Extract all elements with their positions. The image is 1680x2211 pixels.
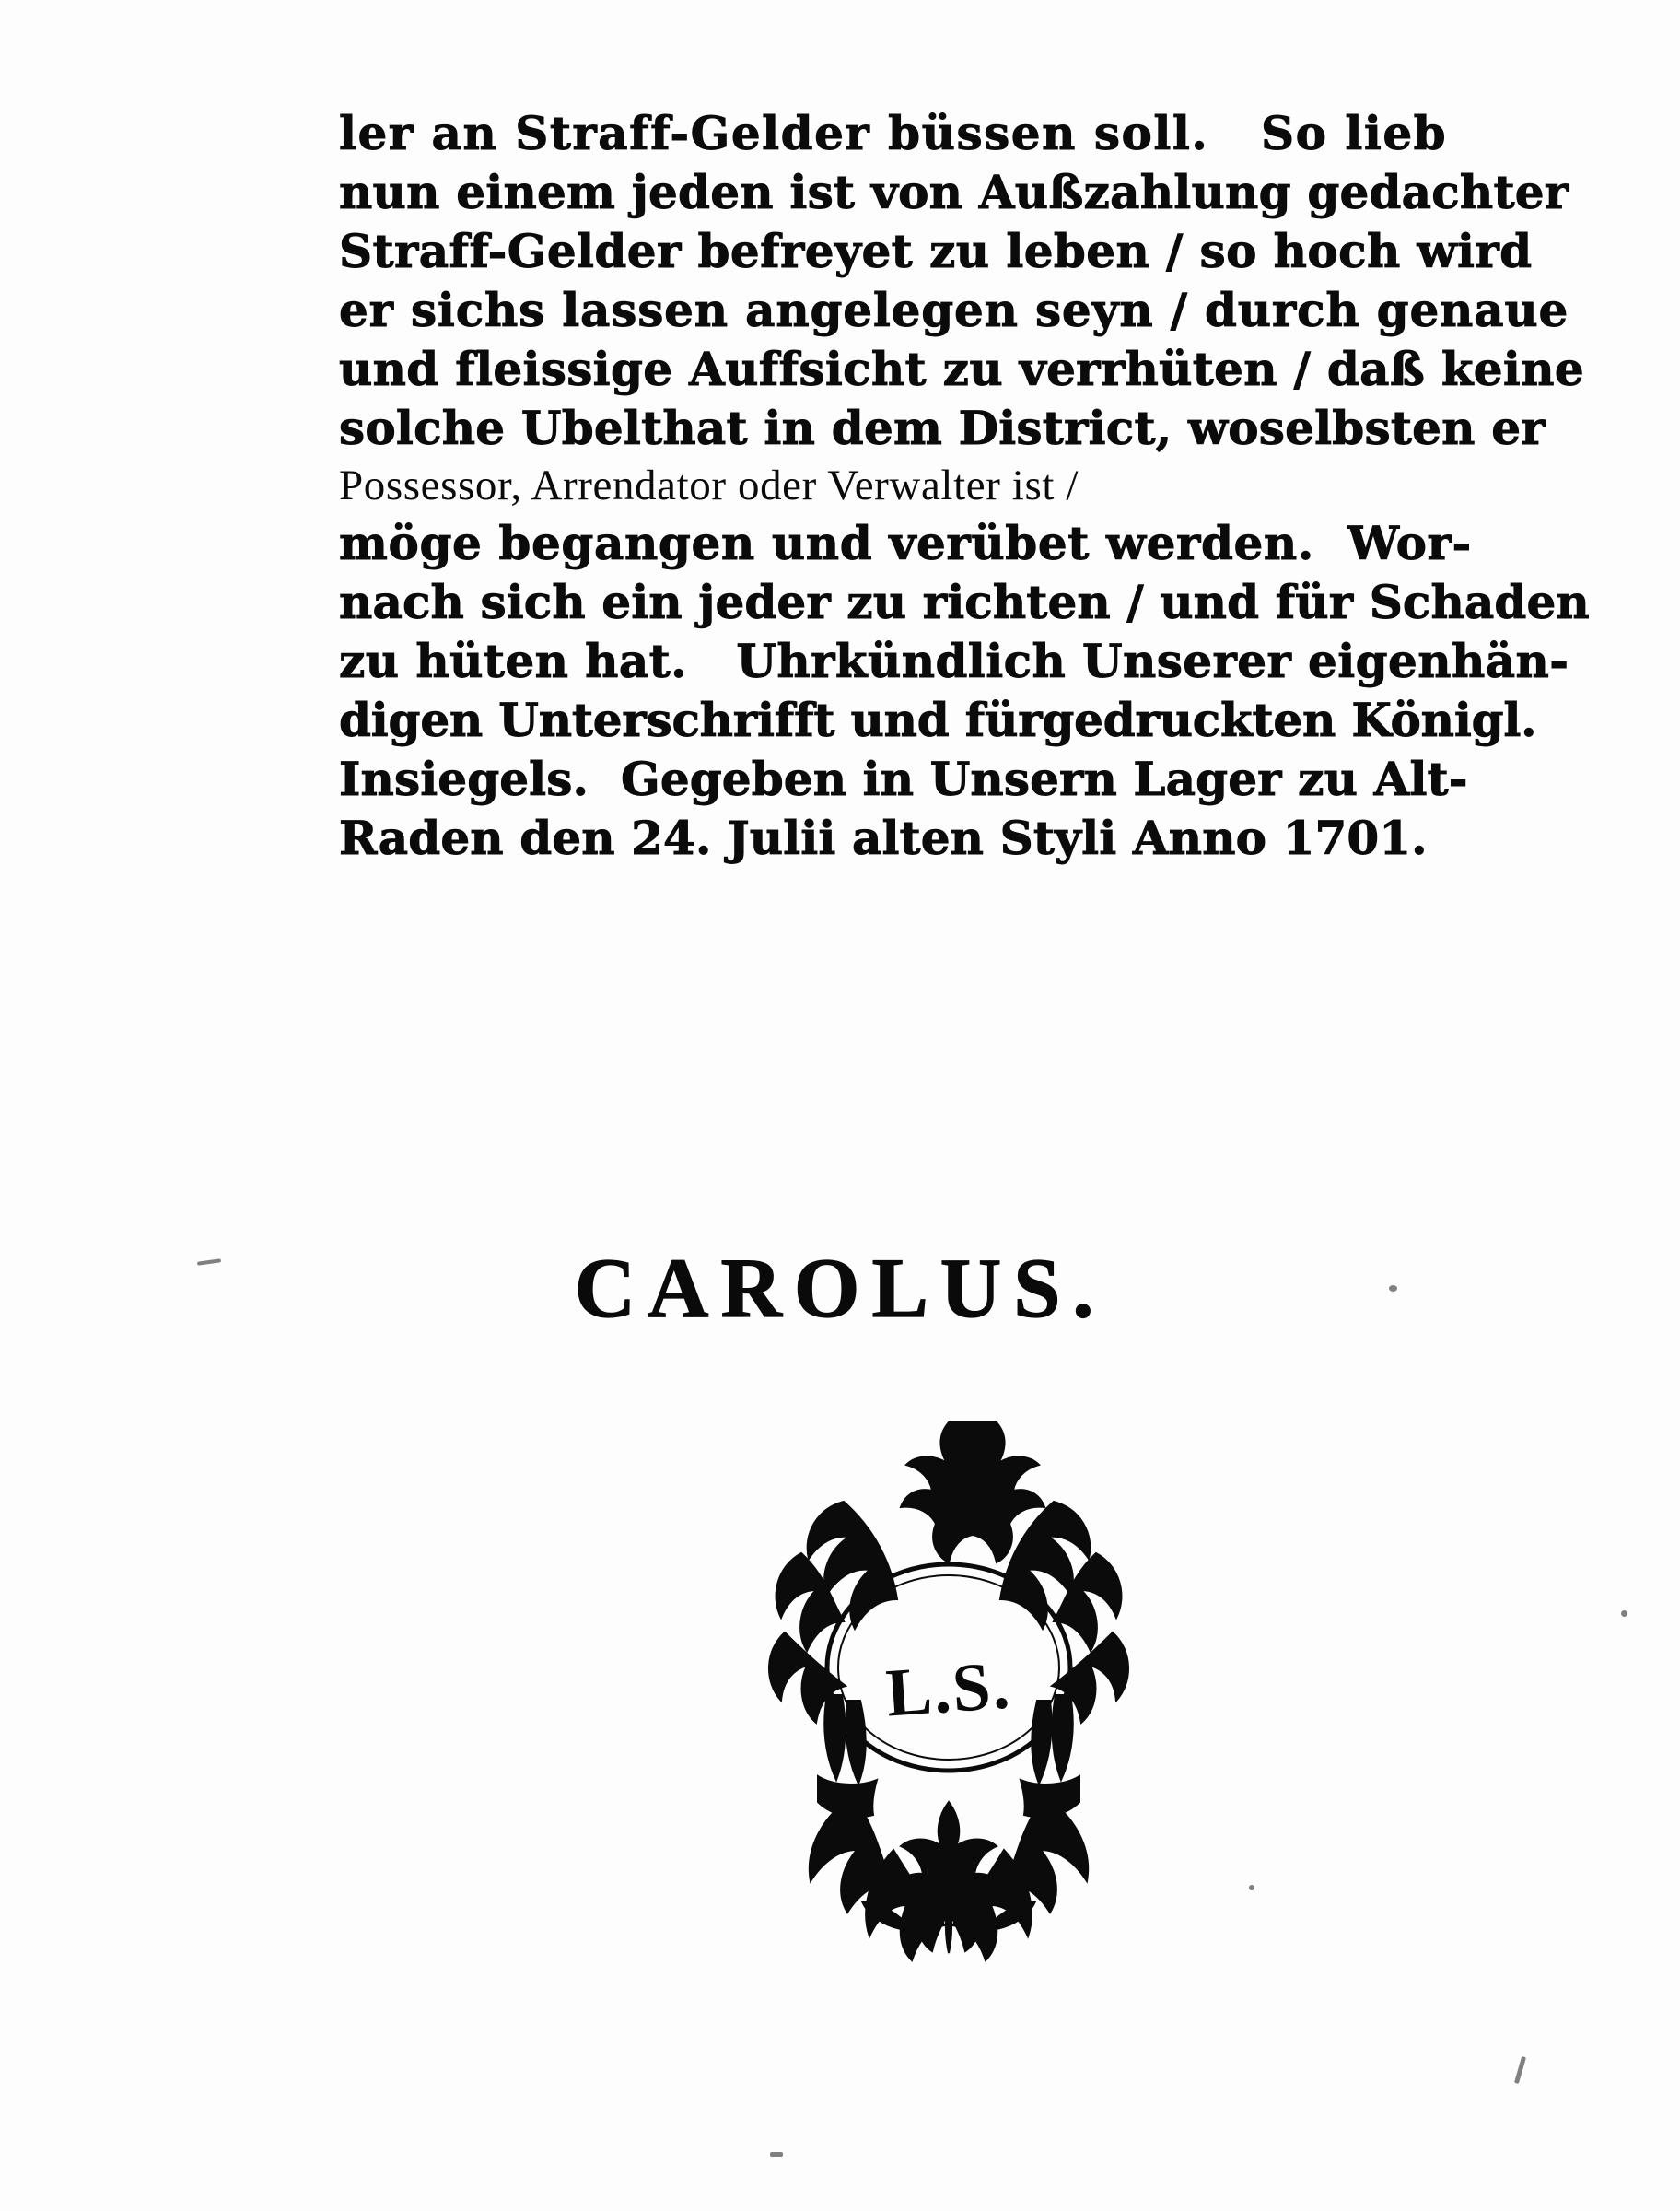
- scan-artifact: [1249, 1885, 1254, 1890]
- body-line: nun einem jeden ist von Außzahlung gedachter: [339, 165, 1569, 219]
- scan-artifact: [1389, 1285, 1397, 1292]
- seal-label: L.S.: [883, 1647, 1014, 1732]
- body-line: ler an Straff-Gelder büssen soll. So lieb: [339, 106, 1448, 160]
- royal-seal-ornament: [663, 1391, 1234, 1962]
- body-line: und fleissige Auffsicht zu verrhüten / daß keine: [339, 342, 1584, 396]
- body-line: Raden den 24. Julii alten Styli Anno 1701.: [339, 811, 1428, 865]
- signature-carolus: CAROLUS.: [574, 1241, 1106, 1335]
- scan-artifact: [770, 2152, 783, 2157]
- body-line: möge begangen und verübet werden. Wor-: [339, 516, 1472, 570]
- body-line: Insiegels. Gegeben in Unsern Lager zu Alt-: [339, 752, 1468, 806]
- body-line: Possessor, Arrendator oder Verwalter ist /: [339, 462, 1079, 509]
- body-line: solche Ubelthat in dem District, woselbsten er: [339, 401, 1546, 455]
- body-line: er sichs lassen angelegen seyn / durch genaue: [339, 283, 1569, 337]
- body-line: digen Unterschrifft und fürgedruckten Königl.: [339, 693, 1537, 747]
- body-line: Straff-Gelder befreyet zu leben / so hoch wird: [339, 224, 1533, 278]
- scan-artifact: [1514, 2056, 1526, 2084]
- body-line: zu hüten hat. Uhrkündlich Unserer eigenhän-: [339, 634, 1569, 688]
- body-text-block: [339, 106, 1638, 874]
- body-line: nach sich ein jeder zu richten / und für Schaden: [339, 575, 1590, 629]
- scan-artifact: [1621, 1610, 1628, 1617]
